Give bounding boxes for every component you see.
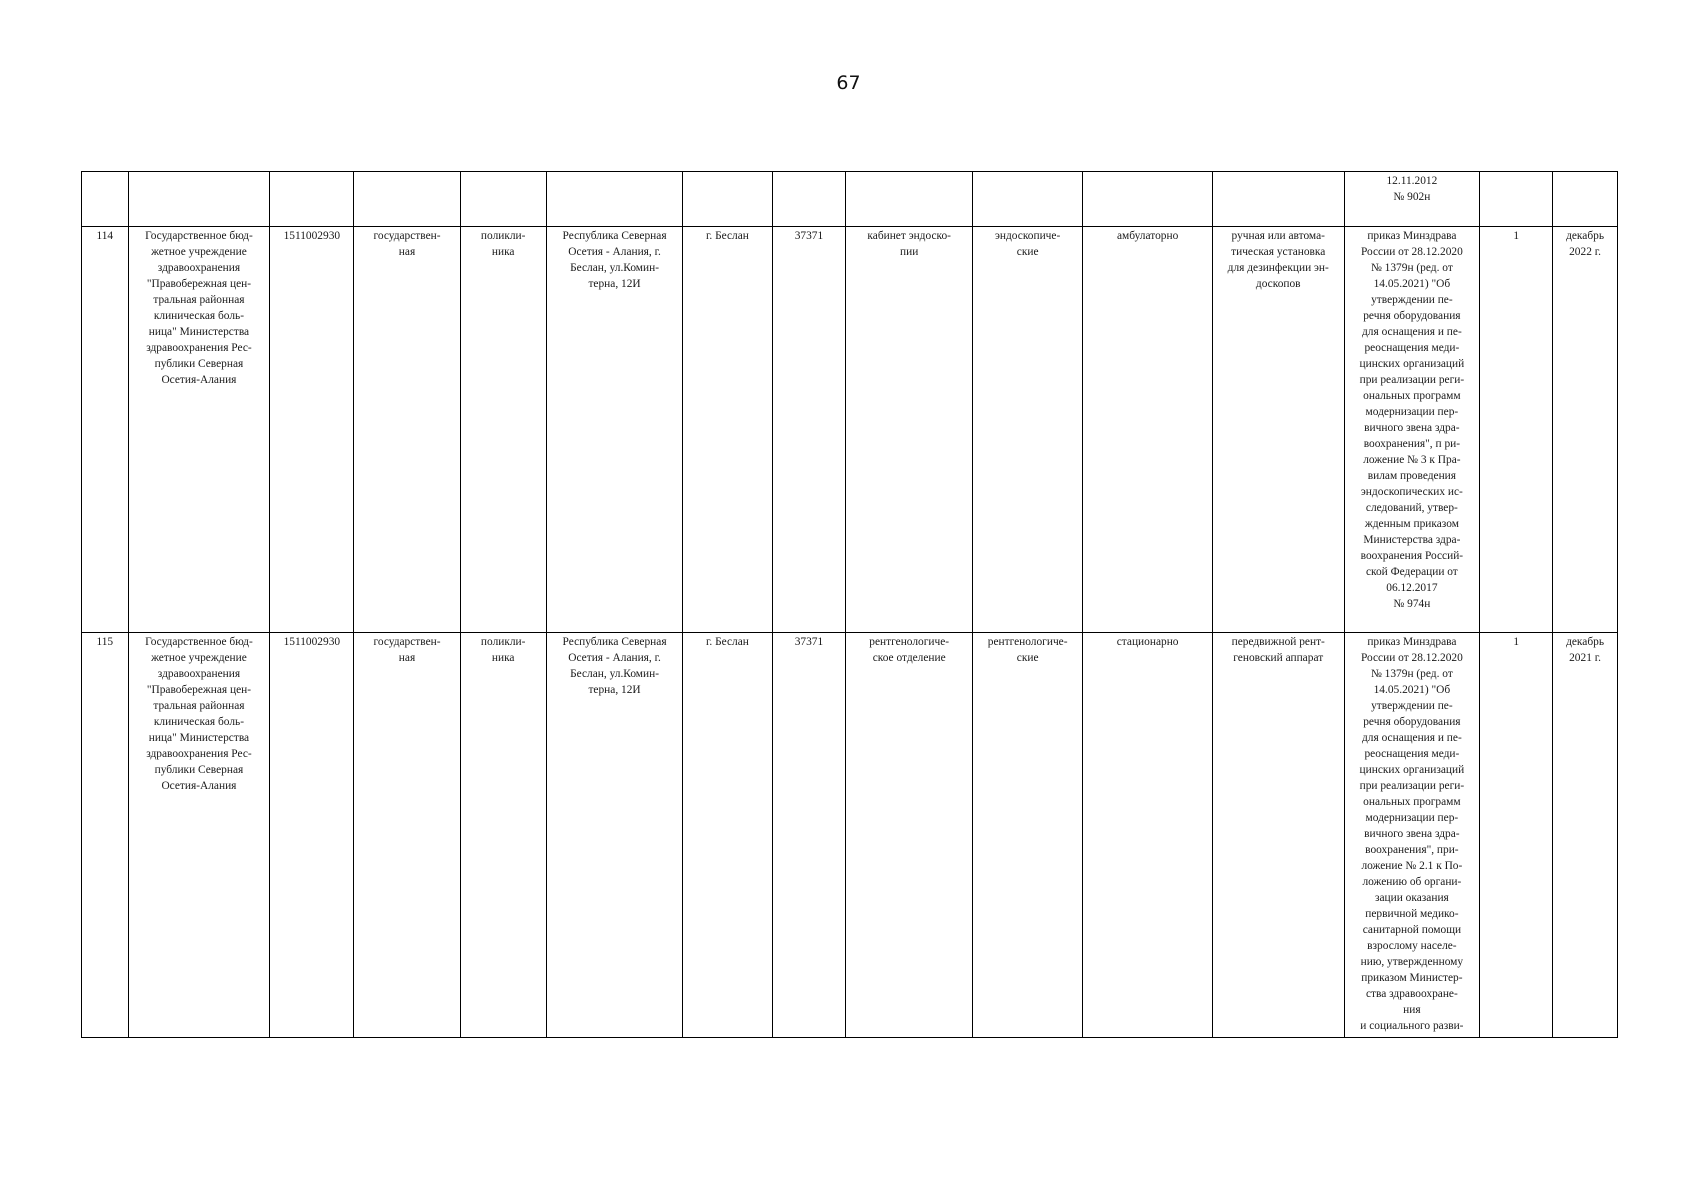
cell-regulation: приказ Минздрава России от 28.12.2020 № 1379н (ред. от 14.05.2021) "Об утверждении пе- речня оборудования для оснащения и пе- реоснащения меди- цинских организаций при реализации реги- ональных программ модернизации пер- вичного звена здра- воохранения", при- ложение № 2.1 к По- ложению об органи- зации оказания первичной медико- санитарной помощи взрослому населе- нию, утвержденному приказом Министер- ства здравоохране- ния и социального разви-: [1344, 633, 1480, 1038]
cell-inn: 1511002930: [270, 227, 354, 633]
cell-equipment: ручная или автома- тическая установка для дезинфекции эн- доскопов: [1212, 227, 1344, 633]
cell-city: г. Беслан: [683, 227, 772, 633]
table-row: [82, 227, 1618, 633]
cell-facility-type: [460, 172, 546, 227]
cell-department: рентгенологиче- ское отделение: [846, 633, 973, 1038]
cell-code: [772, 172, 846, 227]
cell-department: [846, 172, 973, 227]
cell-inn: 1511002930: [270, 633, 354, 1038]
cell-conditions: стационарно: [1083, 633, 1213, 1038]
cell-date: декабрь 2022 г.: [1553, 227, 1618, 633]
cell-department: кабинет эндоско- пии: [846, 227, 973, 633]
cell-equipment: [1212, 172, 1344, 227]
cell-ownership: [354, 172, 460, 227]
cell-number: [82, 172, 129, 227]
cell-code: 37371: [772, 227, 846, 633]
cell-number: 114: [82, 227, 129, 633]
cell-quantity: [1480, 172, 1553, 227]
cell-organization: Государственное бюд- жетное учреждение здравоохранения "Правобережная цен- тральная районная клиническая боль- ница" Министерства здравоохранения Рес- публики Северная Осетия-Алания: [128, 633, 270, 1038]
cell-quantity: 1: [1480, 633, 1553, 1038]
cell-organization: [128, 172, 270, 227]
cell-address: Республика Северная Осетия - Алания, г. Беслан, ул.Комин- терна, 12И: [546, 633, 683, 1038]
cell-quantity: 1: [1480, 227, 1553, 633]
table-row-continuation: [82, 172, 1618, 227]
cell-regulation: приказ Минздрава России от 28.12.2020 № 1379н (ред. от 14.05.2021) "Об утверждении пе- речня оборудования для оснащения и пе- реоснащения меди- цинских организаций при реализации реги- ональных программ модернизации пер- вичного звена здра- воохранения", п ри- ложение № 3 к Пра- вилам проведения эндоскопических ис- следований, утвер- жденным приказом Министерства здра- воохранения Россий- ской Федерации от 06.12.2017 № 974н: [1344, 227, 1480, 633]
document-table: [81, 171, 1618, 1038]
cell-code: 37371: [772, 633, 846, 1038]
cell-conditions: амбулаторно: [1083, 227, 1213, 633]
cell-profile: эндоскопиче- ские: [972, 227, 1082, 633]
cell-facility-type: поликли- ника: [460, 633, 546, 1038]
cell-ownership: государствен- ная: [354, 633, 460, 1038]
cell-city: [683, 172, 772, 227]
cell-address: Республика Северная Осетия - Алания, г. Беслан, ул.Комин- терна, 12И: [546, 227, 683, 633]
table-row: [82, 633, 1618, 1038]
cell-profile: [972, 172, 1082, 227]
cell-facility-type: поликли- ника: [460, 227, 546, 633]
page-number: 67: [836, 72, 861, 94]
cell-address: [546, 172, 683, 227]
cell-number: 115: [82, 633, 129, 1038]
cell-city: г. Беслан: [683, 633, 772, 1038]
cell-conditions: [1083, 172, 1213, 227]
cell-equipment: передвижной рент- геновский аппарат: [1212, 633, 1344, 1038]
cell-profile: рентгенологиче- ские: [972, 633, 1082, 1038]
cell-regulation: 12.11.2012 № 902н: [1344, 172, 1480, 227]
cell-organization: Государственное бюд- жетное учреждение здравоохранения "Правобережная цен- тральная районная клиническая боль- ница" Министерства здравоохранения Рес- публики Северная Осетия-Алания: [128, 227, 270, 633]
cell-date: [1553, 172, 1618, 227]
cell-date: декабрь 2021 г.: [1553, 633, 1618, 1038]
cell-inn: [270, 172, 354, 227]
cell-ownership: государствен- ная: [354, 227, 460, 633]
